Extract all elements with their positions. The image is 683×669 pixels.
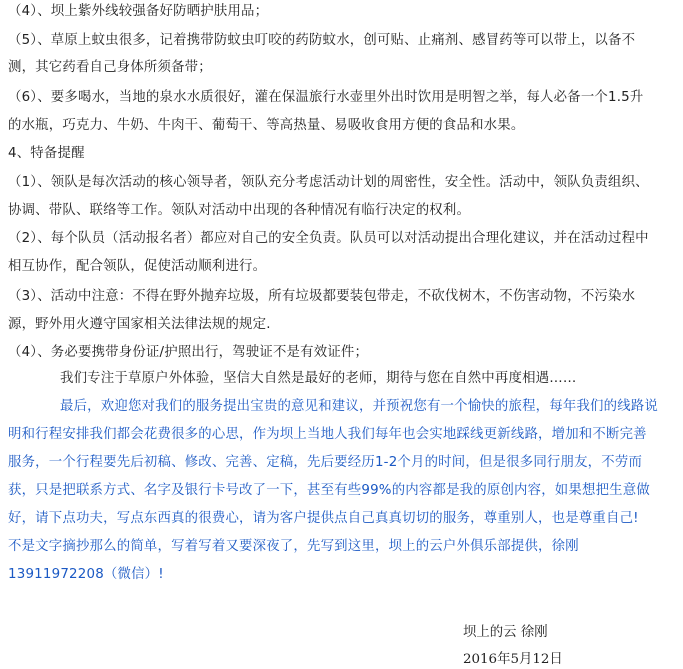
requirement-item-6: （6）、要多喝水，当地的泉水水质很好，灌在保温旅行水壶里外出时饮用是明智之举，每人必备一个1.5升 [8,90,644,105]
signature-date: 2016年5月12日 [463,652,563,667]
reminder-item-3: （3）、活动中注意：不得在野外抛弃垃圾，所有垃圾都要装包带走，不砍伐树木，不伤害动物，不污染水 [8,289,636,304]
reminder-item-2-cont: 相互协作，配合领队，促使活动顺利进行。 [8,259,267,274]
requirement-item-5: （5）、草原上蚊虫很多，记着携带防蚊虫叮咬的药防蚊水，创可贴、止痛剂、感冒药等可以带上，以备不 [8,33,636,48]
feedback-appeal-first-line: 最后，欢迎您对我们的服务提出宝贵的意见和建议，并预祝您有一个愉快的旅程，每年我们的线路说 [60,399,658,414]
feedback-appeal-line: 好，请下点功夫，写点东西真的很费心，请为客户提供点自己真真切切的服务，尊重别人，也是尊重自己! [8,511,639,526]
requirement-item-4: （4）、坝上紫外线较强备好防晒护肤用品； [8,4,269,19]
reminder-item-2: （2）、每个队员（活动报名者）都应对自己的安全负责。队员可以对活动提出合理化建议，并在活动过程中 [8,231,649,246]
signature-name: 坝上的云 徐刚 [463,625,548,640]
feedback-appeal-line: 明和行程安排我们都会花费很多的心思，作为坝上当地人我们每年也会实地踩线更新线路，增加和不断完善 [8,427,647,442]
feedback-appeal-line: 服务，一个行程要先后初稿、修改、完善、定稿，先后要经历1-2个月的时间，但是很多同行朋友，不劳而 [8,455,643,470]
section-heading-reminders: 4、特备提醒 [8,146,85,161]
contact-phone: 13911972208（微信）! [8,567,164,582]
feedback-appeal-line: 获，只是把联系方式、名字及银行卡号改了一下，甚至有些99%的内容都是我的原创内容，如果想把生意做 [8,483,650,498]
reminder-item-1-cont: 协调、带队、联络等工作。领队对活动中出现的各种情况有临行决定的权利。 [8,203,471,218]
reminder-item-4: （4）、务必要携带身份证/护照出行，驾驶证不是有效证件； [8,345,369,360]
requirement-item-6-cont: 的水瓶，巧克力、牛奶、牛肉干、葡萄干、等高热量、易吸收食用方便的食品和水果。 [8,118,525,133]
requirement-item-5-cont: 测，其它药看自己身体所须备带； [8,60,212,75]
reminder-item-3-cont: 源，野外用火遵守国家相关法律法规的规定. [8,317,271,332]
reminder-item-1: （1）、领队是每次活动的核心领导者，领队充分考虑活动计划的周密性，安全性。活动中，领队负责组织、 [8,175,649,190]
feedback-appeal-line: 不是文字摘抄那么的简单，写着写着又要深夜了，先写到这里，坝上的云户外俱乐部提供，徐刚 [8,539,579,554]
closing-statement: 我们专注于草原户外体验，坚信大自然是最好的老师，期待与您在自然中再度相遇…… [60,371,577,386]
